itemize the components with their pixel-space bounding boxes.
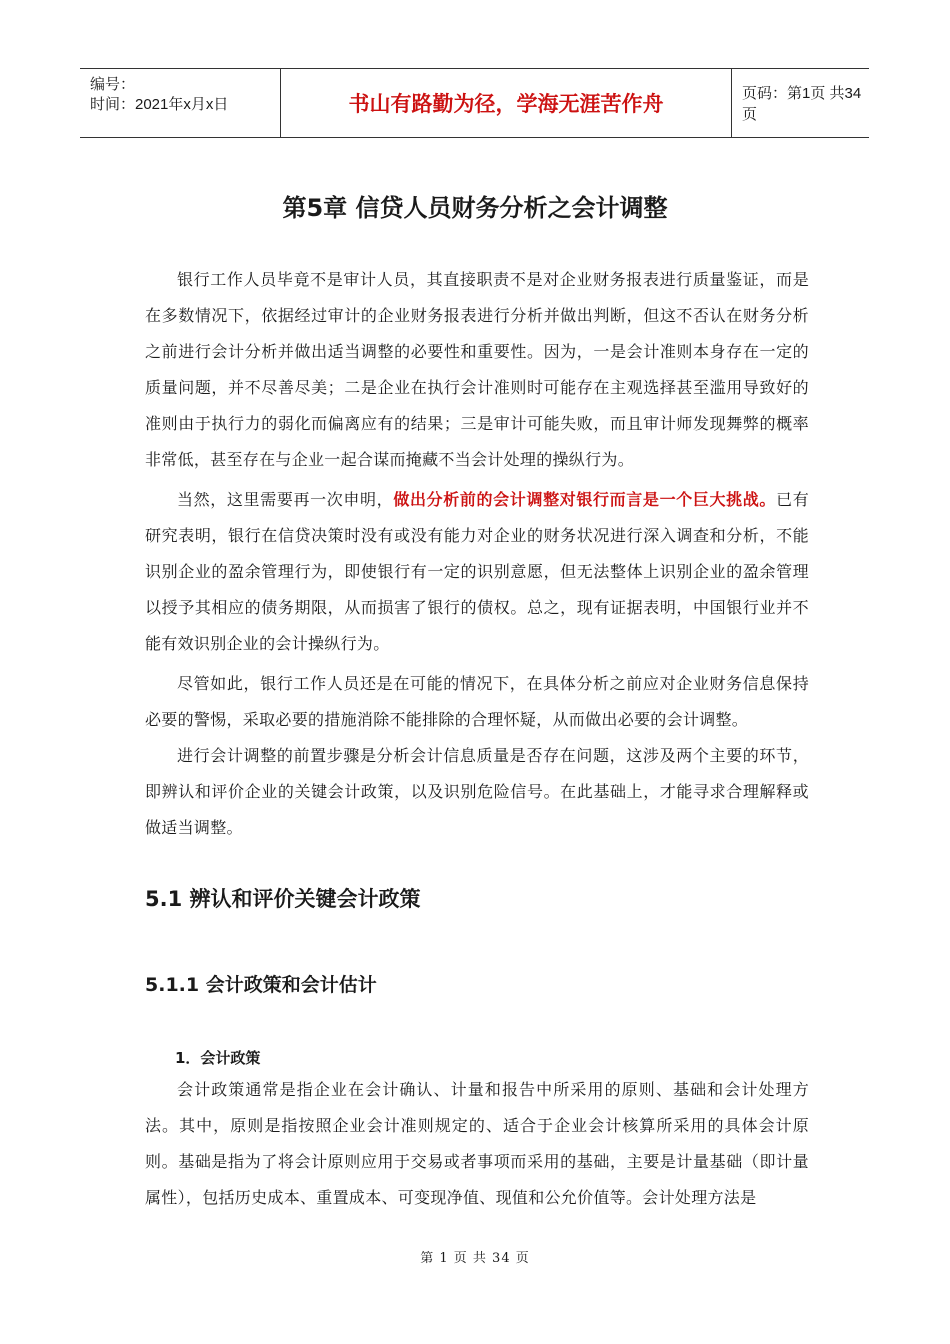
header-meta [80, 69, 280, 137]
page-footer: 第 1 页 共 34 页 [420, 1251, 530, 1266]
section-heading-5-1: 5.1 辨认和评价关键会计政策 [145, 887, 421, 911]
paragraph-2-body: 已有研究表明，银行在信贷决策时没有或没有能力对企业的财务状况进行深入调查和分析，不能识别企业的盈余管理行为，即使银行有一定的识别意愿，但无法整体上识别企业的盈余管理以授予其相应的债务期限，从而损害了银行的债权。总之，现有证据表明，中国银行业并不能有效识别企业的会计操纵行为。 [145, 490, 810, 653]
chapter-title: 第5章 信贷人员财务分析之会计调整 [282, 194, 668, 222]
time-label: 时间：2021年x月x日 [90, 96, 229, 113]
paragraph-2-emphasis: 做出分析前的会计调整对银行而言是一个巨大挑战。 [393, 490, 777, 509]
paragraph-2 [145, 482, 809, 662]
paragraph-4: 进行会计调整的前置步骤是分析会计信息质量是否存在问题，这涉及两个主要的环节，即辨认和评价企业的关键会计政策，以及识别危险信号。在此基础上，才能寻求合理解释或做适当调整。 [145, 746, 809, 837]
paragraph-3: 尽管如此，银行工作人员还是在可能的情况下，在具体分析之前应对企业财务信息保持必要的警惕，采取必要的措施消除不能排除的合理怀疑，从而做出必要的会计调整。 [145, 674, 809, 729]
page-header [80, 68, 869, 138]
paragraph-5: 会计政策通常是指企业在会计确认、计量和报告中所采用的原则、基础和会计处理方法。其中，原则是指按照企业会计准则规定的、适合于企业会计核算所采用的具体会计原则。基础是指为了将会计原则应用于交易或者事项而采用的基础，主要是计量基础（即计量属性），包括历史成本、重置成本、可变现净值、现值和公允价值等。会计处理方法是 [145, 1080, 809, 1207]
number-label: 编号： [90, 76, 136, 93]
subsection-heading-1: 1．会计政策 [175, 1049, 261, 1067]
header-page-label: 页码：第1页 共34页 [742, 85, 862, 123]
paragraph-1: 银行工作人员毕竟不是审计人员，其直接职责不是对企业财务报表进行质量鉴证，而是在多数情况下，依据经过审计的企业财务报表进行分析并做出判断，但这不否认在财务分析之前进行会计分析并做出适当调整的必要性和重要性。因为，一是会计准则本身存在一定的质量问题，并不尽善尽美；二是企业在执行会计准则时可能存在主观选择甚至滥用导致好的准则由于执行力的弱化而偏离应有的结果；三是审计可能失败，而且审计师发现舞弊的概率非常低，甚至存在与企业一起合谋而掩藏不当会计处理的操纵行为。 [145, 270, 809, 469]
section-heading-5-1-1: 5.1.1 会计政策和会计估计 [145, 974, 377, 996]
header-motto: 书山有路勤为径，学海无涯苦作舟 [280, 69, 732, 137]
paragraph-2-intro: 当然，这里需要再一次申明， [177, 490, 394, 509]
